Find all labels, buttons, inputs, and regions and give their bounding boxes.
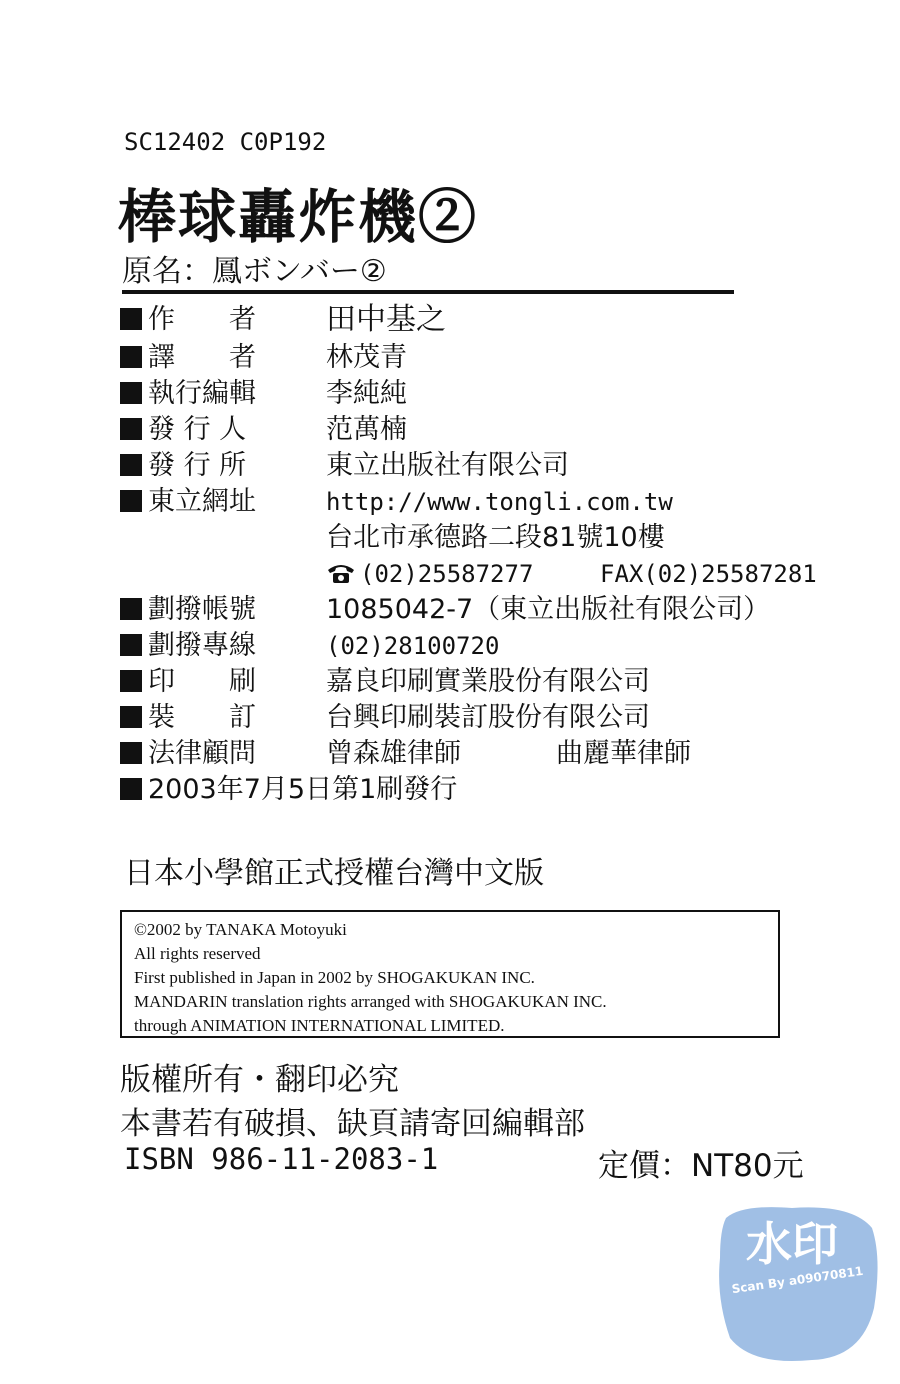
credit-value: (02)28100720 <box>326 632 500 660</box>
credit-row-postal-account <box>120 592 288 628</box>
bullet-square-icon <box>120 418 142 440</box>
credit-row-binding <box>120 700 288 736</box>
copyright-line: through ANIMATION INTERNATIONAL LIMITED. <box>134 1016 505 1035</box>
copyright-line: ©2002 by TANAKA Motoyuki <box>134 920 347 939</box>
credit-row-author <box>120 302 288 338</box>
license-statement: 日本小學館正式授權台灣中文版 <box>124 856 544 891</box>
credit-label: 劃撥專線 <box>148 630 256 661</box>
credit-value: 曾森雄律師 <box>326 738 461 769</box>
bullet-square-icon <box>120 454 142 476</box>
credit-row-legal <box>120 736 288 772</box>
phone-number: (02)25587277 <box>360 560 534 588</box>
rights-reserved: 版權所有・翻印必究 <box>120 1062 399 1098</box>
bullet-square-icon <box>120 742 142 764</box>
credit-row-printing <box>120 664 288 700</box>
credit-value: 台興印刷裝訂股份有限公司 <box>326 702 650 733</box>
fax-number: FAX(02)25587281 <box>600 560 817 588</box>
copyright-line: All rights reserved <box>134 944 261 963</box>
credit-label: 裝 訂 <box>148 702 256 733</box>
bullet-square-icon <box>120 670 142 692</box>
credit-row-postal-hotline <box>120 628 288 664</box>
bullet-square-icon <box>120 490 142 512</box>
catalog-code: SC12402 C0P192 <box>124 128 327 156</box>
bullet-square-icon <box>120 598 142 620</box>
credit-label: 劃撥帳號 <box>148 594 256 625</box>
credit-row-translator <box>120 340 288 376</box>
credit-value: 田中基之 <box>326 302 446 337</box>
bullet-square-icon <box>120 634 142 656</box>
telephone-icon <box>326 562 356 584</box>
return-note: 本書若有破損、缺頁請寄回編輯部 <box>120 1106 585 1142</box>
watermark-stamp-icon <box>712 1198 882 1368</box>
credit-value: 1085042-7（東立出版社有限公司） <box>326 594 771 625</box>
credit-row-publisher <box>120 412 288 448</box>
bullet-square-icon <box>120 778 142 800</box>
watermark-text: 水印 <box>746 1217 838 1271</box>
copyright-line: First published in Japan in 2002 by SHOGAKUKAN INC. <box>134 968 535 987</box>
original-title: 原名：鳳ボンバー② <box>122 254 387 289</box>
book-title: 棒球轟炸機② <box>118 183 479 251</box>
credit-row-date <box>120 772 457 808</box>
copyright-line: MANDARIN translation rights arranged with SHOGAKUKAN INC. <box>134 992 607 1011</box>
bullet-square-icon <box>120 308 142 330</box>
address: 台北市承德路二段81號10樓 <box>326 522 665 553</box>
phone-line <box>326 556 533 592</box>
credit-label: 發 行 人 <box>148 414 247 445</box>
credit-label: 印 刷 <box>148 666 256 697</box>
credit-label: 譯 者 <box>148 342 256 373</box>
price: 定價：NT80元 <box>598 1148 804 1184</box>
credit-value: 東立出版社有限公司 <box>326 450 569 481</box>
bullet-square-icon <box>120 706 142 728</box>
isbn: ISBN 986-11-2083-1 <box>124 1142 439 1176</box>
website-link[interactable]: http://www.tongli.com.tw <box>326 488 673 516</box>
bullet-square-icon <box>120 346 142 368</box>
credit-label: 東立網址 <box>148 486 256 517</box>
credit-row-website <box>120 484 288 520</box>
credit-label: 法律顧問 <box>148 738 256 769</box>
credit-value-secondary: 曲麗華律師 <box>556 738 691 769</box>
bullet-square-icon <box>120 382 142 404</box>
credit-value: 嘉良印刷實業股份有限公司 <box>326 666 650 697</box>
credit-row-publishing-house <box>120 448 288 484</box>
credit-label: 作 者 <box>148 304 256 335</box>
copyright-box <box>120 910 780 1038</box>
divider-rule <box>122 290 734 294</box>
credit-value: 范萬楠 <box>326 414 407 445</box>
credit-value: 林茂青 <box>326 342 407 373</box>
watermark-credit: Scan By a09070811 <box>730 1263 865 1297</box>
credit-value: 李純純 <box>326 378 407 409</box>
credit-row-editor <box>120 376 288 412</box>
credit-label: 執行編輯 <box>148 378 256 409</box>
credit-label: 發 行 所 <box>148 450 247 481</box>
publication-date: 2003年7月5日第1刷發行 <box>148 774 458 805</box>
